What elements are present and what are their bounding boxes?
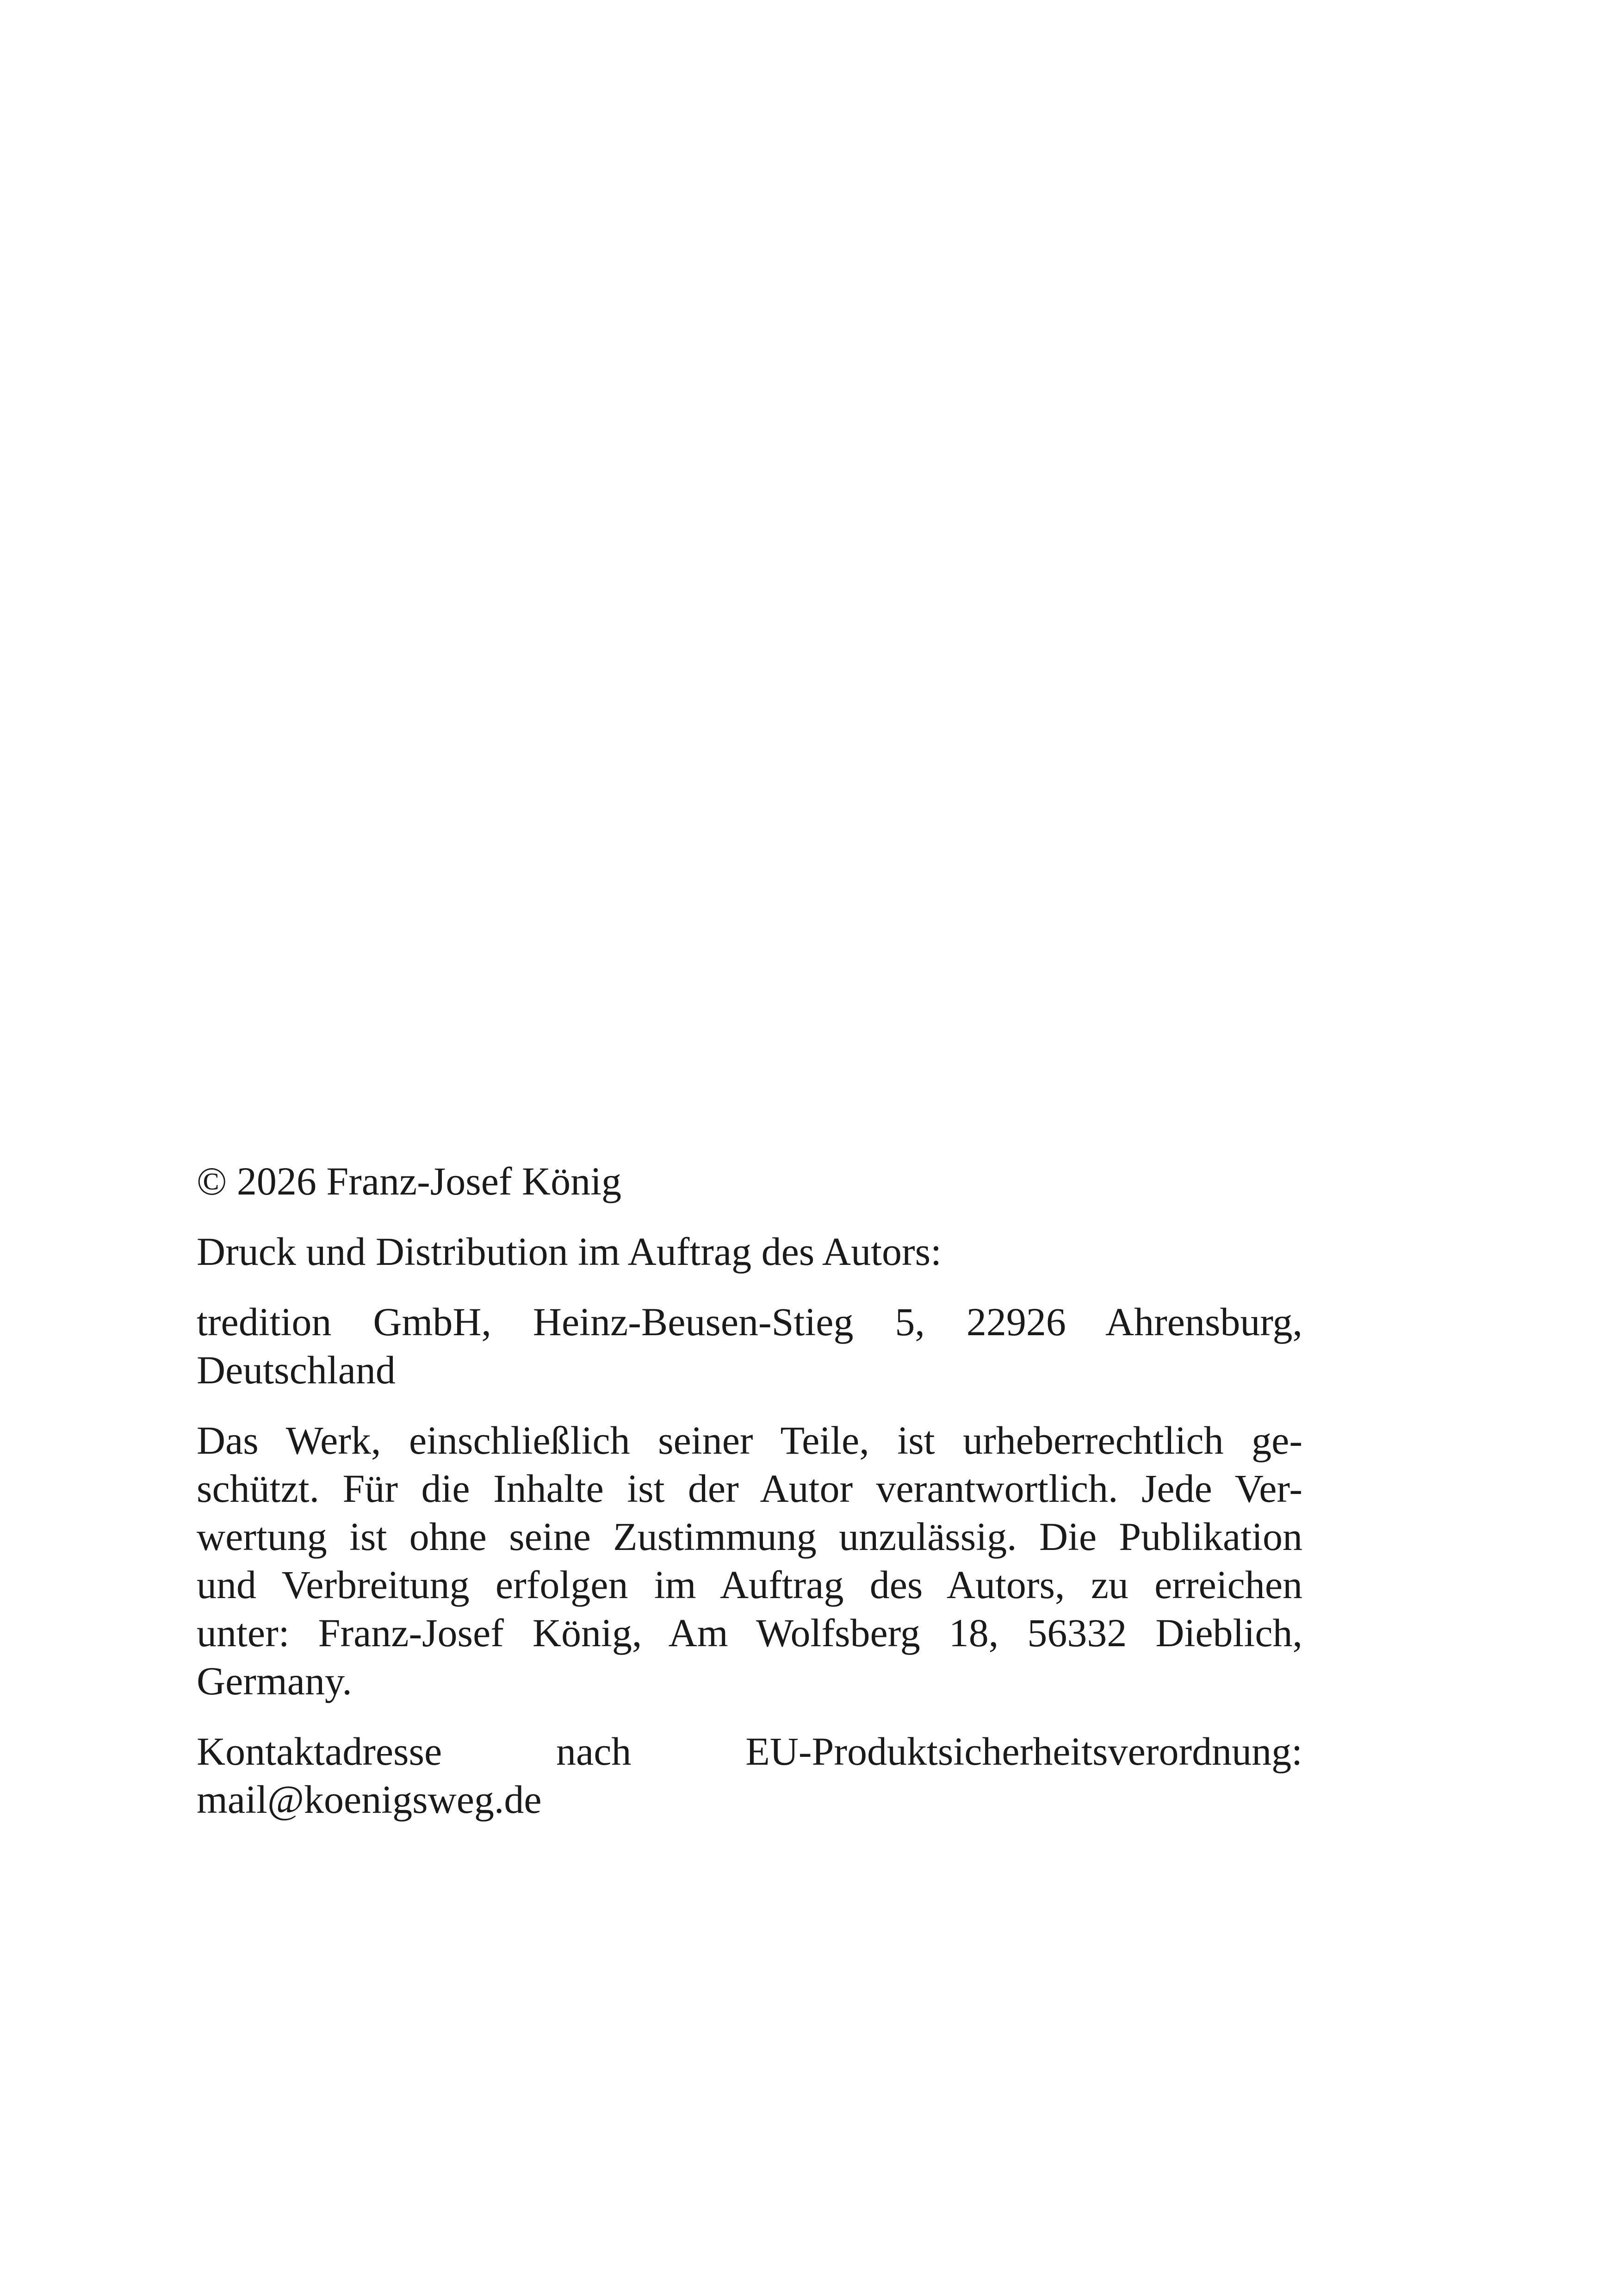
publisher-country: Deutschland <box>197 1348 396 1392</box>
rights-line: Germany. <box>197 1659 352 1703</box>
rights-line: schützt. Für die Inhalte ist der Autor verantwortlich. Jede Ver- <box>197 1466 1302 1511</box>
rights-line: und Verbreitung erfolgen im Auftrag des Autors, zu erreichen <box>197 1562 1302 1607</box>
contact-email: mail@koenigsweg.de <box>197 1777 542 1822</box>
imprint-block <box>197 1157 1302 1846</box>
copyright-line: © 2026 Franz-Josef König <box>197 1159 622 1203</box>
rights-line: wertung ist ohne seine Zustimmung unzulässig. Die Publikation <box>197 1514 1302 1559</box>
publisher-address-line: tredition GmbH, Heinz-Beusen-Stieg 5, 22926 Ahrensburg, <box>197 1300 1302 1344</box>
rights-line: Das Werk, einschließlich seiner Teile, ist urheberrechtlich ge- <box>197 1418 1302 1462</box>
contact-paragraph <box>197 1727 1302 1823</box>
contact-label: Kontaktadresse nach EU-Produktsicherheitsverordnung: <box>197 1729 1302 1773</box>
rights-paragraph <box>197 1416 1302 1705</box>
print-distribution-note: Druck und Distribution im Auftrag des Autors: <box>197 1229 942 1274</box>
publisher-address <box>197 1298 1302 1394</box>
rights-line: unter: Franz-Josef König, Am Wolfsberg 18, 56332 Dieblich, <box>197 1611 1302 1655</box>
